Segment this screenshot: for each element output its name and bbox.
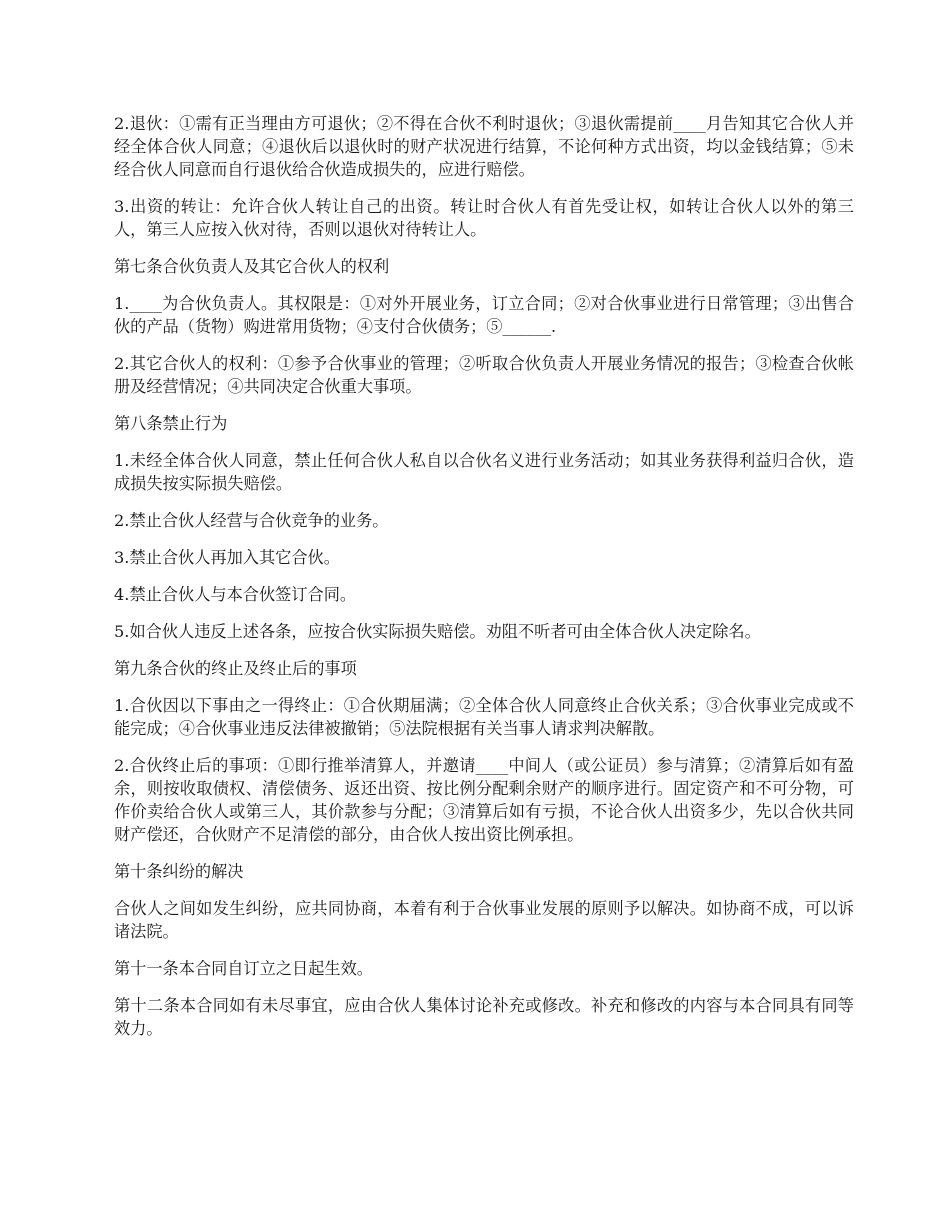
article-7-heading: 第七条合伙负责人及其它合伙人的权利 [114,257,390,276]
clause-dispute-resolution: 合伙人之间如发生纠纷，应共同协商，本着有利于合伙事业发展的原则予以解决。如协商不成，可以诉诸法院。 [114,899,854,941]
article-9-heading: 第九条合伙的终止及终止后的事项 [114,659,357,678]
article-8-heading: 第八条禁止行为 [114,414,228,433]
clause-other-partner-rights: 2.其它合伙人的权利：①参予合伙事业的管理；②听取合伙负责人开展业务情况的报告；③检查合伙帐册及经营情况；④共同决定合伙重大事项。 [114,354,854,396]
clause-prohibit-competition: 2.禁止合伙人经营与合伙竞争的业务。 [114,511,389,530]
article-11-heading: 第十一条本合同自订立之日起生效。 [114,959,373,978]
clause-violation-compensation: 5.如合伙人违反上述各条，应按合伙实际损失赔偿。劝阻不听者可由全体合伙人决定除名。 [114,622,761,641]
clause-responsible-partner: 1.____为合伙负责人。其权限是：①对外开展业务，订立合同；②对合伙事业进行日常管理；③出售合伙的产品（货物）购进常用货物；④支付合伙债务；⑤______. [114,294,854,336]
article-10-heading: 第十条纠纷的解决 [114,862,244,881]
article-12-heading: 第十二条本合同如有未尽事宜，应由合伙人集体讨论补充或修改。补充和修改的内容与本合同具有同等效力。 [114,996,854,1038]
clause-termination-matters: 2.合伙终止后的事项：①即行推举清算人，并邀请____中间人（或公证员）参与清算；②清算后如有盈余，则按收取债权、清偿债务、返还出资、按比例分配剩余财产的顺序进行。固定资产和不可分物，可作价卖给合伙人或第三人，其价款参与分配；③清算后如有亏损，不论合伙人出资多少，先以合伙共同财产偿还，合伙财产不足清偿的部分，由合伙人按出资比例承担。 [114,756,854,844]
clause-prohibit-unauthorized: 1.未经全体合伙人同意，禁止任何合伙人私自以合伙名义进行业务活动；如其业务获得利益归合伙，造成损失按实际损失赔偿。 [114,451,854,493]
clause-prohibit-self-contract: 4.禁止合伙人与本合伙签订合同。 [114,585,357,604]
document-page [114,112,854,1054]
clause-capital-transfer: 3.出资的转让：允许合伙人转让自己的出资。转让时合伙人有首先受让权，如转让合伙人以外的第三人，第三人应按入伙对待，否则以退伙对待转让人。 [114,197,854,239]
clause-prohibit-other-partnership: 3.禁止合伙人再加入其它合伙。 [114,548,340,567]
clause-withdrawal: 2.退伙：①需有正当理由方可退伙；②不得在合伙不利时退伙；③退伙需提前____月告知其它合伙人并经全体合伙人同意；④退伙后以退伙时的财产状况进行结算，不论何种方式出资，均以金钱结算；⑤未经合伙人同意而自行退伙给合伙造成损失的，应进行赔偿。 [114,114,854,179]
clause-termination-causes: 1.合伙因以下事由之一得终止：①合伙期届满；②全体合伙人同意终止合伙关系；③合伙事业完成或不能完成；④合伙事业违反法律被撤销；⑤法院根据有关当事人请求判决解散。 [114,696,854,738]
